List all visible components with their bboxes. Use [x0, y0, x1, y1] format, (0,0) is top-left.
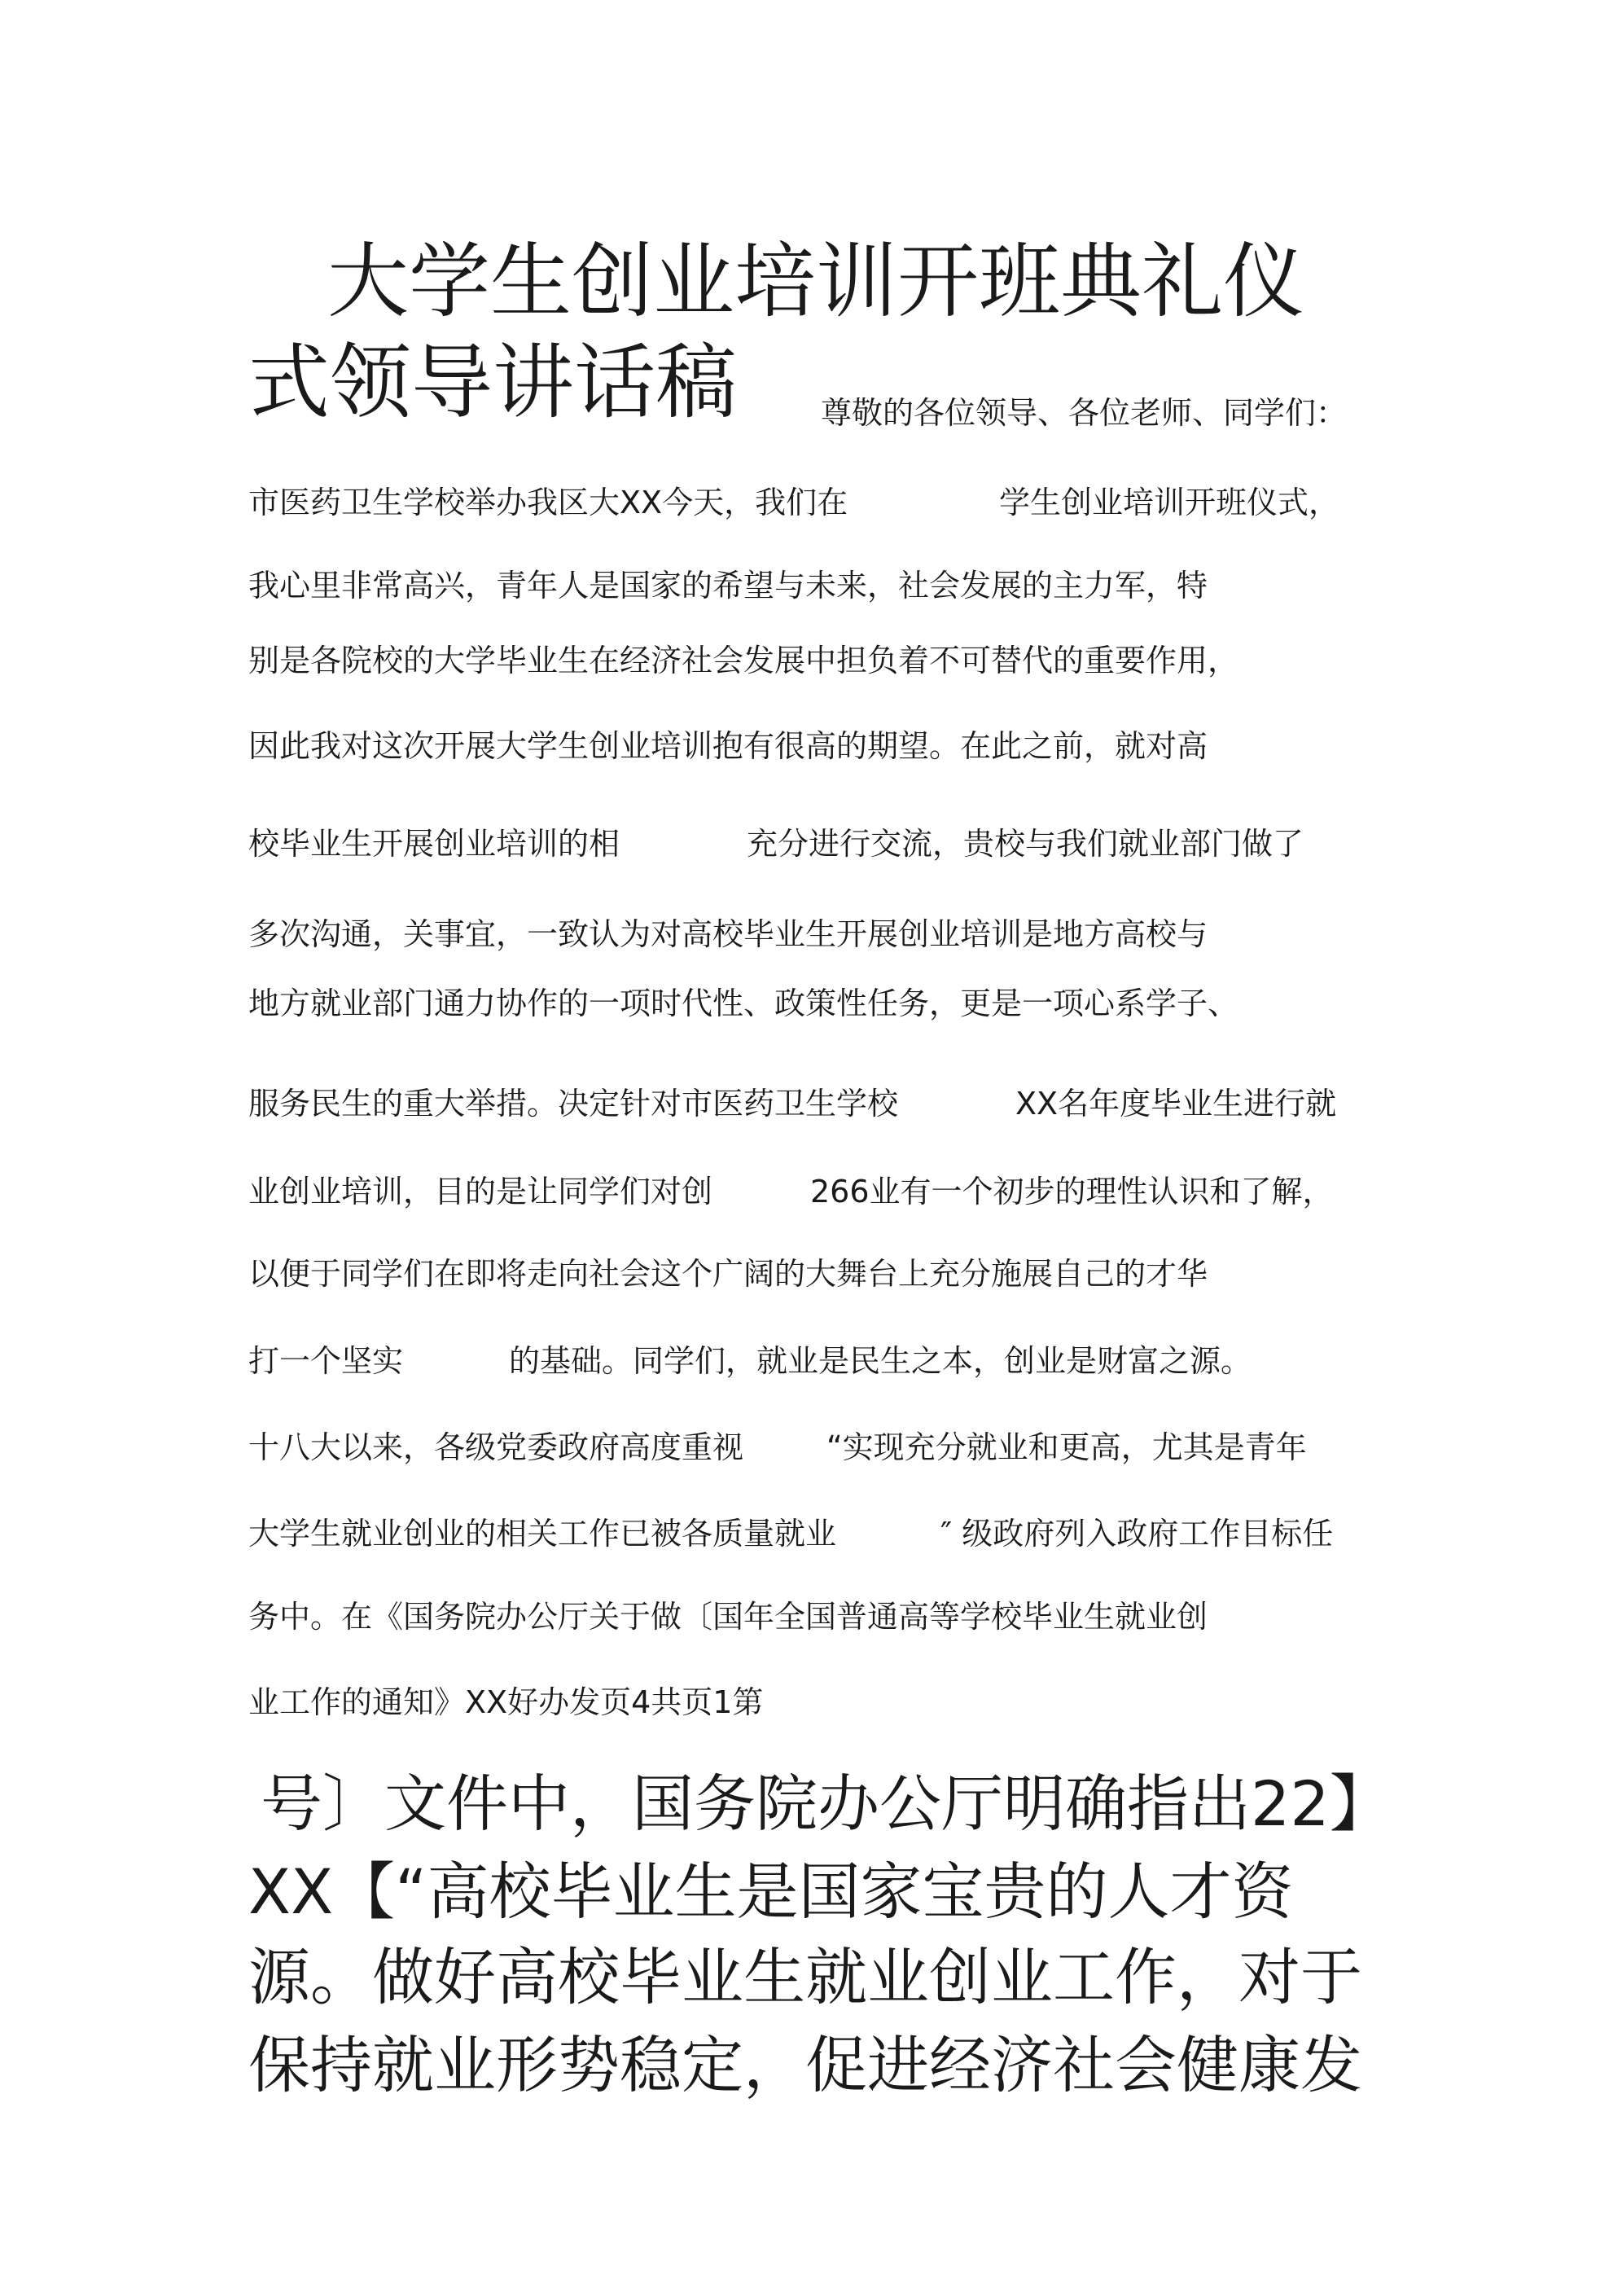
- paragraph-line-12b: “实现充分就业和更高，尤其是青年: [826, 1429, 1307, 1465]
- paragraph-line-2: 我心里非常高兴，青年人是国家的希望与未来，社会发展的主力军，特: [248, 568, 1208, 604]
- large-line-4: 保持就业形势稳定，促进经济社会健康发: [248, 2029, 1362, 2101]
- paragraph-line-14: 务中。在《国务院办公厅关于做〔国年全国普通高等学校毕业生就业创: [248, 1599, 1208, 1635]
- paragraph-line-3: 别是各院校的大学毕业生在经济社会发展中担负着不可替代的重要作用，: [248, 643, 1239, 678]
- paragraph-line-13b: ″ 级政府列入政府工作目标任: [940, 1516, 1334, 1552]
- paragraph-line-11b: 的基础。同学们，就业是民生之本，创业是财富之源。: [509, 1343, 1252, 1379]
- paragraph-line-1b: 学生创业培训开班仪式，: [999, 485, 1340, 520]
- paragraph-line-13a: 大学生就业创业的相关工作已被各质量就业: [248, 1516, 837, 1552]
- paragraph-line-5a: 校毕业生开展创业培训的相: [248, 826, 620, 862]
- paragraph-line-4: 因此我对这次开展大学生创业培训抱有很高的期望。在此之前，就对高: [248, 728, 1208, 764]
- paragraph-line-9b: 266业有一个初步的理性认识和了解，: [810, 1174, 1334, 1209]
- paragraph-line-5b: 充分进行交流，贵校与我们就业部门做了: [747, 826, 1304, 862]
- document-title-line-1: 大学生创业培训开班典礼仪: [327, 234, 1304, 329]
- salutation: 尊敬的各位领导、各位老师、同学们：: [821, 395, 1348, 431]
- large-line-1: 号〕文件中，国务院办公厅明确指出22】: [261, 1767, 1392, 1840]
- paragraph-line-8a: 服务民生的重大举措。决定针对市医药卫生学校: [248, 1086, 899, 1122]
- paragraph-line-12a: 十八大以来，各级党委政府高度重视: [248, 1429, 744, 1465]
- paragraph-line-10: 以便于同学们在即将走向社会这个广阔的大舞台上充分施展自己的才华: [248, 1256, 1208, 1292]
- document-title-line-2: 式领导讲话稿: [248, 335, 737, 430]
- paragraph-line-6: 多次沟通，关事宜，一致认为对高校毕业生开展创业培训是地方高校与: [248, 916, 1208, 952]
- paragraph-line-9a: 业创业培训，目的是让同学们对创: [248, 1174, 713, 1209]
- large-line-2: XX【“高校毕业生是国家宝贵的人才资: [248, 1855, 1294, 1928]
- paragraph-line-7: 地方就业部门通力协作的一项时代性、政策性任务，更是一项心系学子、: [248, 986, 1239, 1021]
- paragraph-line-11a: 打一个坚实: [248, 1343, 404, 1379]
- paragraph-line-1a: 市医药卫生学校举办我区大XX今天，我们在: [248, 485, 848, 520]
- large-line-3: 源。做好高校毕业生就业创业工作，对于: [248, 1941, 1362, 2013]
- paragraph-line-15: 业工作的通知》XX好办发页4共页1第: [248, 1684, 764, 1720]
- paragraph-line-8b: XX名年度毕业生进行就: [1015, 1086, 1337, 1122]
